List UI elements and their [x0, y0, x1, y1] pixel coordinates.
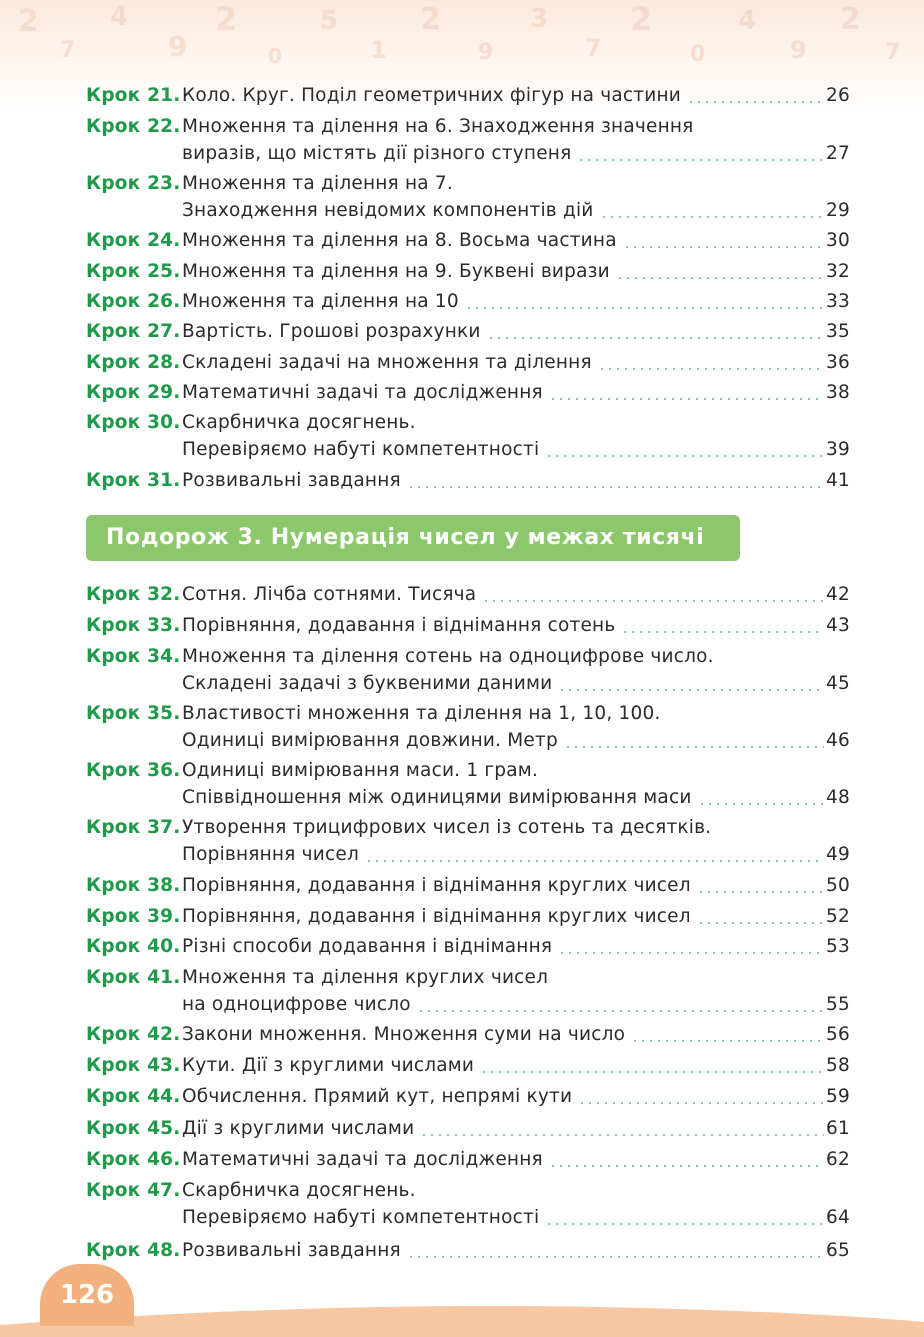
- entry-page-number: 45: [826, 673, 850, 694]
- entry-page-number: 53: [826, 936, 850, 957]
- entry-page-number: 59: [826, 1086, 850, 1107]
- entry-page-number: 49: [826, 844, 850, 865]
- entry-title-line: Множення та ділення на 7.: [182, 173, 453, 194]
- entry-title-line: Різні способи додавання і віднімання: [182, 936, 553, 957]
- entry-last-line: [182, 582, 850, 608]
- entry-last-line: [182, 437, 850, 463]
- decorative-header-band: 2 7 4 9 2 0 5 1 2 9 3 7 2 0 4 9 2 7: [0, 0, 924, 110]
- toc-entry: [86, 613, 850, 640]
- step-label: Крок 28.: [86, 352, 181, 373]
- step-label: Крок 47.: [86, 1180, 181, 1201]
- toc-entry: [86, 758, 850, 812]
- entry-last-line: [182, 380, 850, 406]
- entry-page-number: 26: [826, 85, 850, 106]
- entry-last-line: [182, 1022, 850, 1048]
- entry-title-line: Обчислення. Прямий кут, непрямі кути: [182, 1086, 573, 1107]
- step-label: Крок 27.: [86, 321, 181, 342]
- entry-title-line: Множення та ділення на 8. Восьма частина: [182, 230, 617, 251]
- step-label: Крок 37.: [86, 817, 181, 838]
- toc-entry: [86, 1053, 850, 1080]
- entry-title-line: Множення та ділення на 6. Знаходження значення: [182, 116, 694, 137]
- toc-entry: [86, 934, 850, 961]
- entry-title-line: Порівняння, додавання і віднімання круглих чисел: [182, 875, 691, 896]
- section-banner: [86, 515, 740, 561]
- toc-entry: [86, 114, 850, 168]
- entry-title-line: Розвивальні завдання: [182, 1240, 401, 1261]
- step-label: Крок 22.: [86, 116, 181, 137]
- entry-title-line: Множення та ділення сотень на одноцифрове число.: [182, 646, 714, 667]
- toc-entry: [86, 701, 850, 755]
- step-label: Крок 45.: [86, 1118, 181, 1139]
- dot-leader: [631, 1040, 824, 1042]
- dot-leader: [482, 600, 824, 602]
- step-label: Крок 39.: [86, 906, 181, 927]
- step-label: Крок 36.: [86, 760, 181, 781]
- entry-last-line: [182, 198, 850, 224]
- step-label: Крок 32.: [86, 584, 181, 605]
- dot-leader: [420, 1134, 824, 1136]
- entry-last-line: [182, 785, 850, 811]
- step-label: Крок 21.: [86, 85, 181, 106]
- entry-title-line: Математичні задачі та дослідження: [182, 382, 543, 403]
- entry-page-number: 29: [826, 200, 850, 221]
- dot-leader: [545, 455, 824, 457]
- entry-title-line: Закони множення. Множення суми на число: [182, 1024, 626, 1045]
- entry-last-line: [182, 1147, 850, 1173]
- dot-leader: [417, 1010, 824, 1012]
- page-number-badge: [40, 1264, 134, 1326]
- step-label: Крок 23.: [86, 173, 181, 194]
- entry-title-line: Співвідношення між одиницями вимірювання маси: [182, 787, 692, 808]
- entry-title-line: Порівняння, додавання і віднімання сотень: [182, 615, 616, 636]
- toc-entry: [86, 1116, 850, 1143]
- entry-page-number: 30: [826, 230, 850, 251]
- dot-leader: [480, 1071, 824, 1073]
- step-label: Крок 42.: [86, 1024, 181, 1045]
- toc-entry: [86, 319, 850, 346]
- entry-last-line: [182, 289, 850, 315]
- entry-title-line: Властивості множення та ділення на 1, 10, 100.: [182, 703, 661, 724]
- dot-leader: [365, 860, 824, 862]
- section-title: Подорож 3. Нумерація чисел у межах тисячі: [106, 525, 705, 550]
- entry-title-line: Порівняння чисел: [182, 844, 359, 865]
- entry-last-line: [182, 934, 850, 960]
- entry-last-line: [182, 1116, 850, 1142]
- dot-leader: [549, 1165, 824, 1167]
- entry-last-line: [182, 1084, 850, 1110]
- step-label: Крок 43.: [86, 1055, 181, 1076]
- entry-title-line: Порівняння, додавання і віднімання круглих чисел: [182, 906, 691, 927]
- step-label: Крок 26.: [86, 291, 181, 312]
- step-label: Крок 46.: [86, 1149, 181, 1170]
- entry-title-line: на одноцифрове число: [182, 994, 411, 1015]
- entry-last-line: [182, 1205, 850, 1231]
- toc-entry: [86, 1022, 850, 1049]
- entry-page-number: 48: [826, 787, 850, 808]
- entry-title-line: Перевіряємо набуті компетентності: [182, 439, 540, 460]
- dot-leader: [697, 891, 824, 893]
- entry-title-line: Розвивальні завдання: [182, 470, 401, 491]
- toc-entry: [86, 904, 850, 931]
- entry-page-number: 38: [826, 382, 850, 403]
- entry-title-line: Дії з круглими числами: [182, 1118, 415, 1139]
- step-label: Крок 25.: [86, 261, 181, 282]
- dot-leader: [697, 922, 824, 924]
- entry-page-number: 41: [826, 470, 850, 491]
- dot-leader: [407, 1256, 824, 1258]
- toc-entry: [86, 1238, 850, 1265]
- entry-last-line: [182, 350, 850, 376]
- entry-last-line: [182, 468, 850, 494]
- entry-title-line: виразів, що містять дії різного ступеня: [182, 143, 572, 164]
- entry-page-number: 33: [826, 291, 850, 312]
- toc-entry: [86, 171, 850, 225]
- dot-leader: [698, 803, 824, 805]
- entry-title-line: Множення та ділення круглих чисел: [182, 967, 549, 988]
- entry-title-line: Скарбничка досягнень.: [182, 412, 416, 433]
- toc-entry: [86, 289, 850, 316]
- entry-page-number: 58: [826, 1055, 850, 1076]
- step-label: Крок 48.: [86, 1240, 181, 1261]
- entry-last-line: [182, 1053, 850, 1079]
- entry-title-line: Перевіряємо набуті компетентності: [182, 1207, 540, 1228]
- dot-leader: [545, 1223, 824, 1225]
- entry-last-line: [182, 613, 850, 639]
- entry-last-line: [182, 1238, 850, 1264]
- entry-title-line: Складені задачі на множення та ділення: [182, 352, 592, 373]
- entry-page-number: 39: [826, 439, 850, 460]
- entry-page-number: 64: [826, 1207, 850, 1228]
- toc-entry: [86, 1147, 850, 1174]
- dot-leader: [549, 398, 824, 400]
- entry-title-line: Скарбничка досягнень.: [182, 1180, 416, 1201]
- entry-last-line: [182, 228, 850, 254]
- entry-page-number: 56: [826, 1024, 850, 1045]
- entry-page-number: 52: [826, 906, 850, 927]
- entry-page-number: 62: [826, 1149, 850, 1170]
- entry-page-number: 46: [826, 730, 850, 751]
- entry-page-number: 55: [826, 994, 850, 1015]
- entry-last-line: [182, 992, 850, 1018]
- step-label: Крок 29.: [86, 382, 181, 403]
- toc-entry: [86, 410, 850, 464]
- entry-last-line: [182, 319, 850, 345]
- entry-title-line: Кути. Дії з круглими числами: [182, 1055, 475, 1076]
- toc-entry: [86, 1178, 850, 1232]
- entry-title-line: Знаходження невідомих компонентів дій: [182, 200, 594, 221]
- step-label: Крок 24.: [86, 230, 181, 251]
- dot-leader: [687, 101, 824, 103]
- toc-entry: [86, 228, 850, 255]
- entry-title-line: Коло. Круг. Поділ геометричних фігур на частини: [182, 85, 682, 106]
- step-label: Крок 38.: [86, 875, 181, 896]
- toc-entry: [86, 644, 850, 698]
- dot-leader: [598, 368, 824, 370]
- entry-page-number: 27: [826, 143, 850, 164]
- entry-page-number: 42: [826, 584, 850, 605]
- entry-last-line: [182, 671, 850, 697]
- toc-entry: [86, 1084, 850, 1111]
- entry-title-line: Одиниці вимірювання довжини. Метр: [182, 730, 558, 751]
- toc-entry: [86, 965, 850, 1019]
- step-label: Крок 35.: [86, 703, 181, 724]
- entry-title-line: Складені задачі з буквеними даними: [182, 673, 553, 694]
- dot-leader: [623, 246, 824, 248]
- entry-page-number: 35: [826, 321, 850, 342]
- toc-entry: [86, 582, 850, 609]
- toc-entry: [86, 380, 850, 407]
- step-label: Крок 40.: [86, 936, 181, 957]
- step-label: Крок 31.: [86, 470, 181, 491]
- toc-entry: [86, 468, 850, 495]
- toc-entry: [86, 83, 850, 110]
- bottom-decoration: [0, 1300, 924, 1337]
- dot-leader: [407, 486, 824, 488]
- step-label: Крок 44.: [86, 1086, 181, 1107]
- entry-last-line: [182, 728, 850, 754]
- entry-page-number: 50: [826, 875, 850, 896]
- entry-last-line: [182, 83, 850, 109]
- entry-page-number: 65: [826, 1240, 850, 1261]
- dot-leader: [616, 277, 824, 279]
- entry-title-line: Вартість. Грошові розрахунки: [182, 321, 481, 342]
- toc-entry: [86, 815, 850, 869]
- entry-last-line: [182, 842, 850, 868]
- entry-last-line: [182, 873, 850, 899]
- dot-leader: [621, 631, 824, 633]
- step-label: Крок 41.: [86, 967, 181, 988]
- step-label: Крок 33.: [86, 615, 181, 636]
- page-number: 126: [59, 1280, 115, 1310]
- entry-page-number: 32: [826, 261, 850, 282]
- entry-title-line: Математичні задачі та дослідження: [182, 1149, 543, 1170]
- dot-leader: [558, 689, 824, 691]
- toc-entry: [86, 259, 850, 286]
- dot-leader: [465, 307, 824, 309]
- dot-leader: [487, 337, 824, 339]
- entry-title-line: Одиниці вимірювання маси. 1 грам.: [182, 760, 539, 781]
- step-label: Крок 30.: [86, 412, 181, 433]
- step-label: Крок 34.: [86, 646, 181, 667]
- entry-last-line: [182, 259, 850, 285]
- entry-last-line: [182, 141, 850, 167]
- entry-title-line: Утворення трицифрових чисел із сотень та десятків.: [182, 817, 712, 838]
- toc-entry: [86, 350, 850, 377]
- entry-page-number: 61: [826, 1118, 850, 1139]
- entry-last-line: [182, 904, 850, 930]
- toc-entry: [86, 873, 850, 900]
- dot-leader: [578, 1102, 824, 1104]
- entry-page-number: 43: [826, 615, 850, 636]
- dot-leader: [558, 952, 824, 954]
- entry-title-line: Множення та ділення на 9. Буквені вирази: [182, 261, 610, 282]
- entry-title-line: Множення та ділення на 10: [182, 291, 459, 312]
- dot-leader: [564, 746, 824, 748]
- dot-leader: [600, 216, 825, 218]
- entry-page-number: 36: [826, 352, 850, 373]
- dot-leader: [577, 159, 824, 161]
- entry-title-line: Сотня. Лічба сотнями. Тисяча: [182, 584, 477, 605]
